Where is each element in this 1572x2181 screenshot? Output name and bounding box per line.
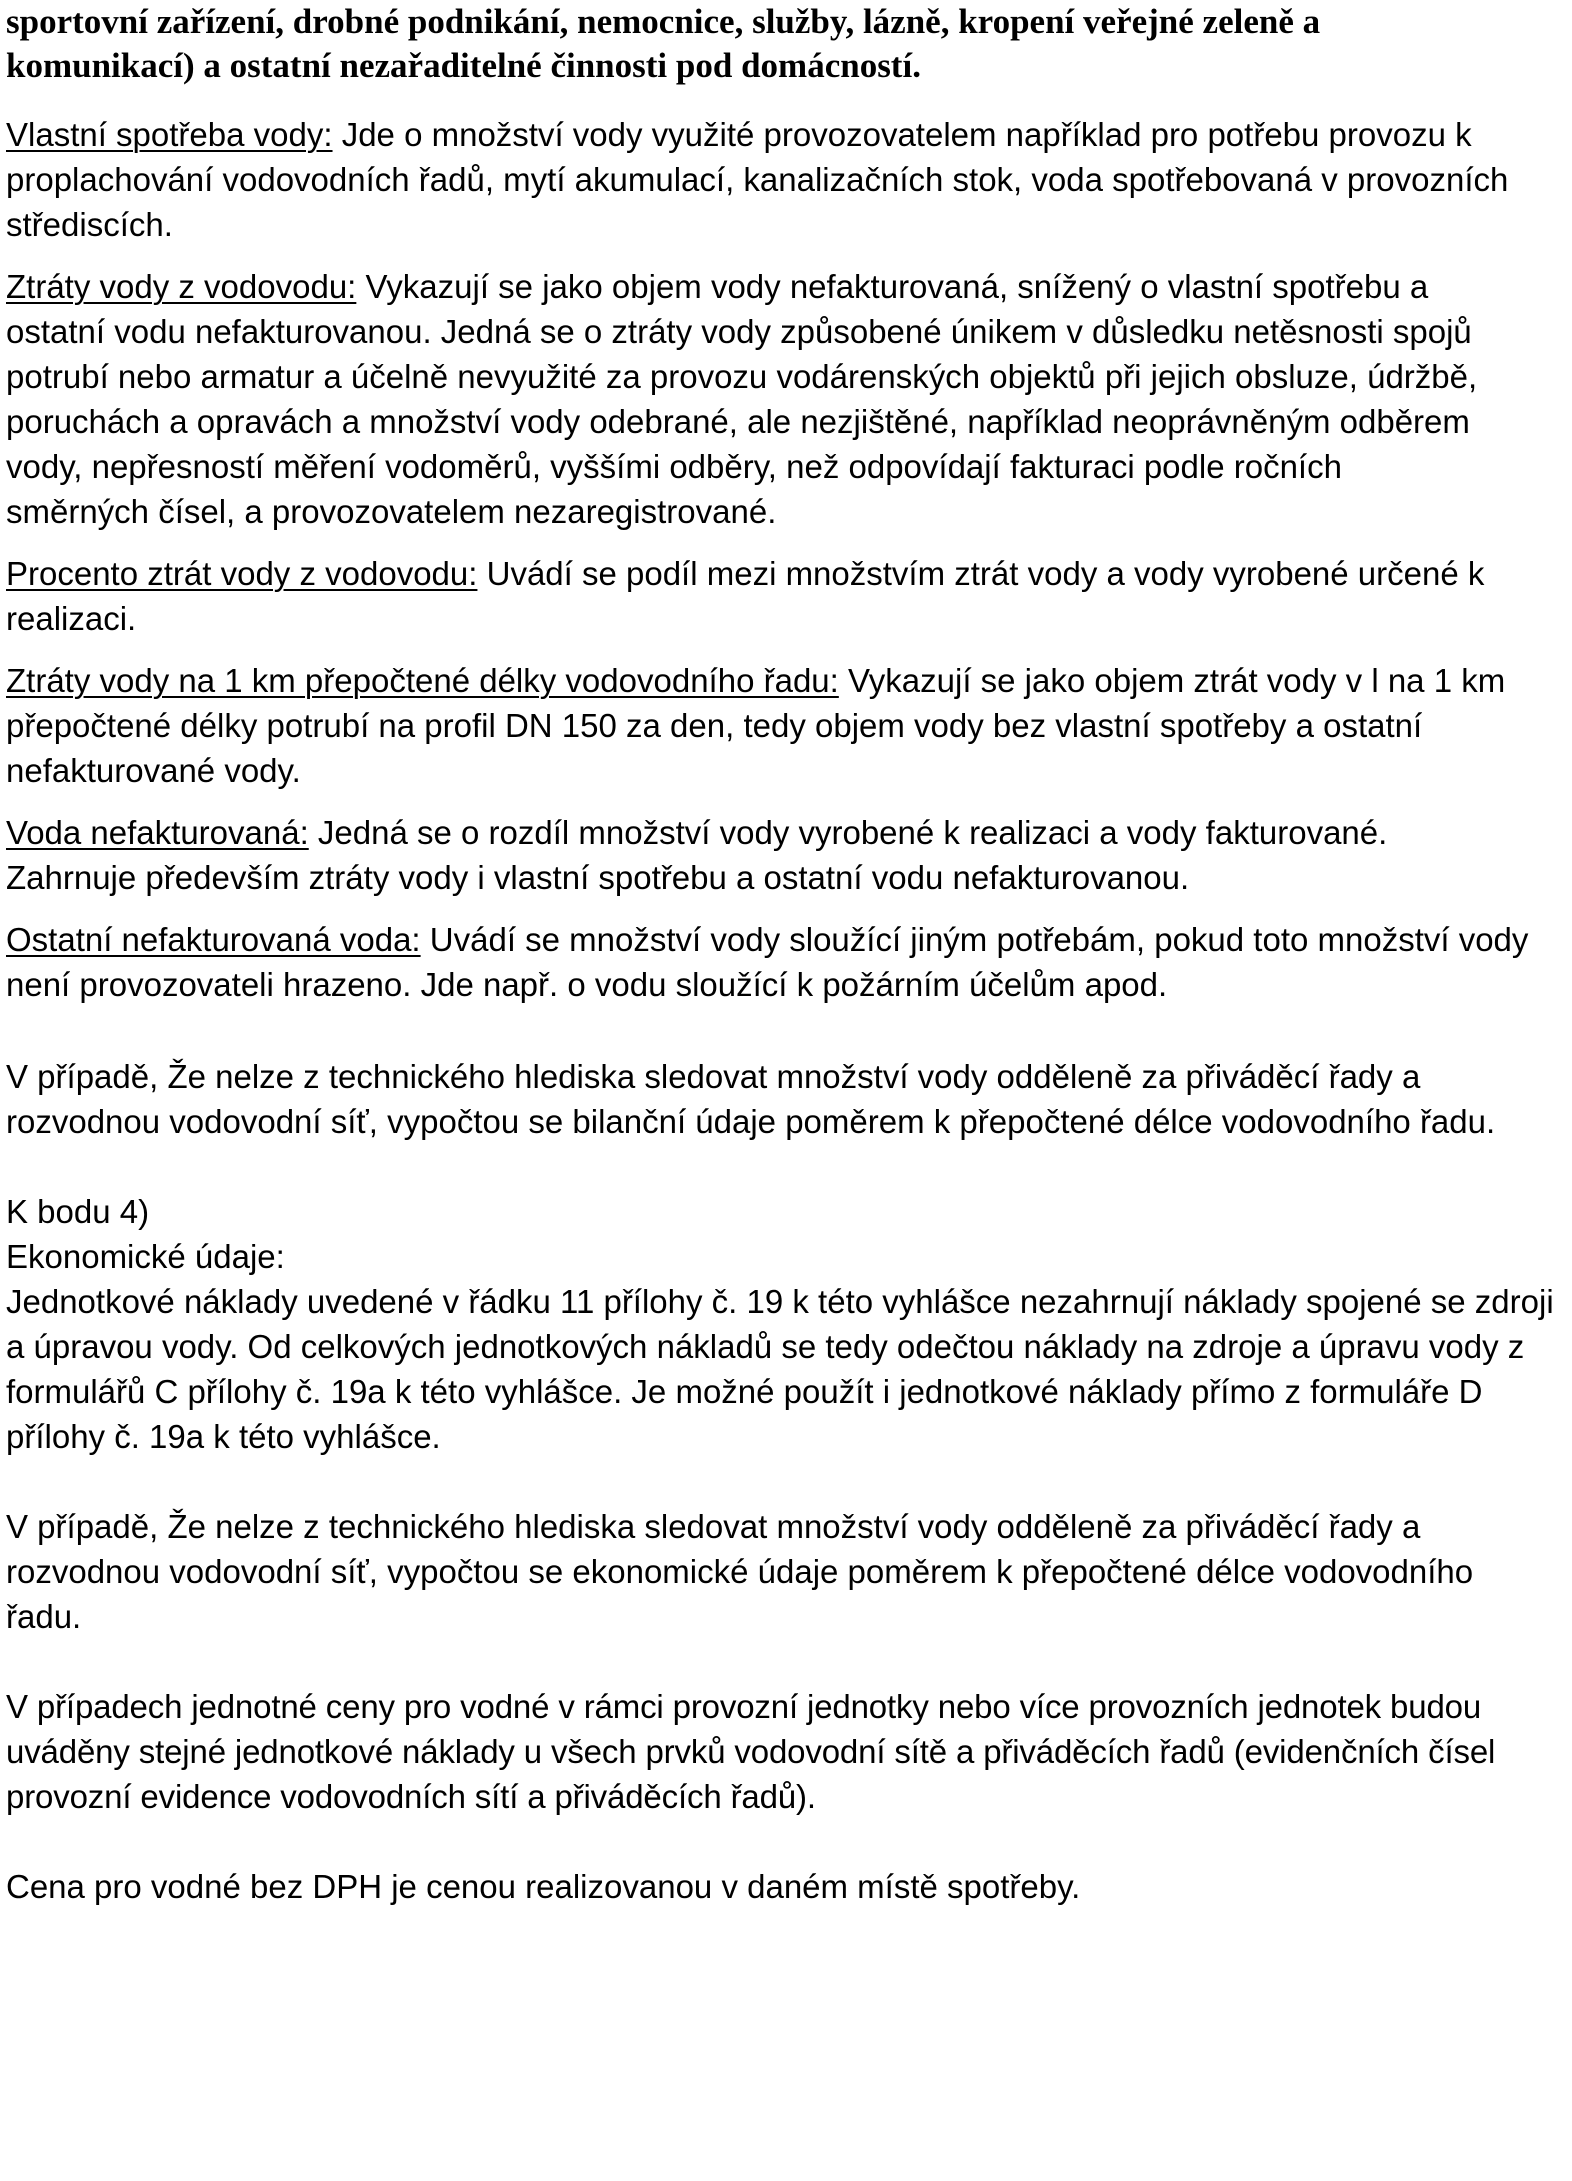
section-point-4 (6, 1189, 1566, 1459)
definition-text: Jde o množství vody využité provozovatelem například pro potřebu provozu k proplachování vodovodních řadů, mytí akumulací, kanalizačních stok, voda spotřebovaná v provozních střediscích. (6, 116, 1509, 243)
paragraph-economic-data: V případě, Že nelze z technického hlediska sledovat množství vody odděleně za přiváděcí řady a rozvodnou vodovodní síť, vypočtou se ekonomické údaje poměrem k přepočtené délce vodovodního řadu. (6, 1508, 1474, 1635)
paragraph-balance-data: V případě, Že nelze z technického hlediska sledovat množství vody odděleně za přiváděcí řady a rozvodnou vodovodní síť, vypočtou se bilanční údaje poměrem k přepočtené délce vodovodního řadu. (6, 1058, 1496, 1140)
definition-loss-per-km (6, 658, 1566, 793)
definition-text: Uvádí se množství vody sloužící jiným potřebám, pokud toto množství vody není provozovateli hrazeno. Jde např. o vodu sloužící k požárním účelům apod. (6, 921, 1529, 1003)
term-label: Ztráty vody z vodovodu: (6, 268, 357, 305)
definition-text: Jedná se o rozdíl množství vody vyrobené k realizaci a vody fakturované. Zahrnuje především ztráty vody i vlastní spotřebu a ostatní vodu nefakturovanou. (6, 814, 1388, 896)
paragraph-unified-price: V případech jednotné ceny pro vodné v rámci provozní jednotky nebo více provozních jednotek budou uváděny stejné jednotkové náklady u všech prvků vodovodní sítě a přiváděcích řadů (evidenčních čísel provozní evidence vodovodních sítí a přiváděcích řadů). (6, 1688, 1496, 1815)
definition-text: Vykazují se jako objem vody nefakturovaná, snížený o vlastní spotřebu a ostatní vodu nefakturovanou. Jedná se o ztráty vody způsobené únikem v důsledku netěsnosti spojů potrubí nebo armatur a účelně nevyužité za provozu vodárenských objektů při jejich obsluze, údržbě, poruchách a opravách a množství vody odebrané, ale nezjištěné, například neoprávněným odběrem vody, nepřesností měření vodoměrů, vyššími odběry, než odpovídají fakturaci podle ročních směrných čísel, a provozovatelem nezaregistrované. (6, 268, 1478, 530)
definition-water-losses (6, 264, 1486, 534)
intro-paragraph: sportovní zařízení, drobné podnikání, nemocnice, služby, lázně, kropení veřejné zeleně a komunikací) a ostatní nezařaditelné činnosti pod domácností. (6, 2, 1321, 85)
paragraph-price: Cena pro vodné bez DPH je cenou realizovanou v daném místě spotřeby. (6, 1868, 1081, 1905)
section-heading: K bodu 4) (6, 1193, 150, 1230)
term-label: Ostatní nefakturovaná voda: (6, 921, 421, 958)
definition-non-invoiced-water (6, 810, 1426, 900)
definition-loss-percentage (6, 551, 1571, 641)
section-text: Jednotkové náklady uvedené v řádku 11 přílohy č. 19 k této vyhlášce nezahrnují náklady spojené se zdroji a úpravou vody. Od celkových jednotkových nákladů se tedy odečtou náklady na zdroje a úpravu vody z formulářů C přílohy č. 19a k této vyhlášce. Je možné použít i jednotkové náklady přímo z formuláře D přílohy č. 19a k této vyhlášce. (6, 1283, 1554, 1455)
term-label: Ztráty vody na 1 km přepočtené délky vodovodního řadu: (6, 662, 839, 699)
term-label: Voda nefakturovaná: (6, 814, 309, 851)
definition-text: Vykazují se jako objem ztrát vody v l na 1 km přepočtené délky potrubí na profil DN 150 za den, tedy objem vody bez vlastní spotřeby a ostatní nefakturované vody. (6, 662, 1506, 789)
definition-other-non-invoiced-water (6, 917, 1546, 1007)
definition-own-consumption (6, 112, 1546, 247)
term-label: Procento ztrát vody z vodovodu: (6, 555, 478, 592)
section-subheading: Ekonomické údaje: (6, 1238, 285, 1275)
definition-text: Uvádí se podíl mezi množstvím ztrát vody a vody vyrobené určené k realizaci. (6, 555, 1485, 637)
document-page (6, 0, 1566, 1909)
term-label: Vlastní spotřeba vody: (6, 116, 333, 153)
